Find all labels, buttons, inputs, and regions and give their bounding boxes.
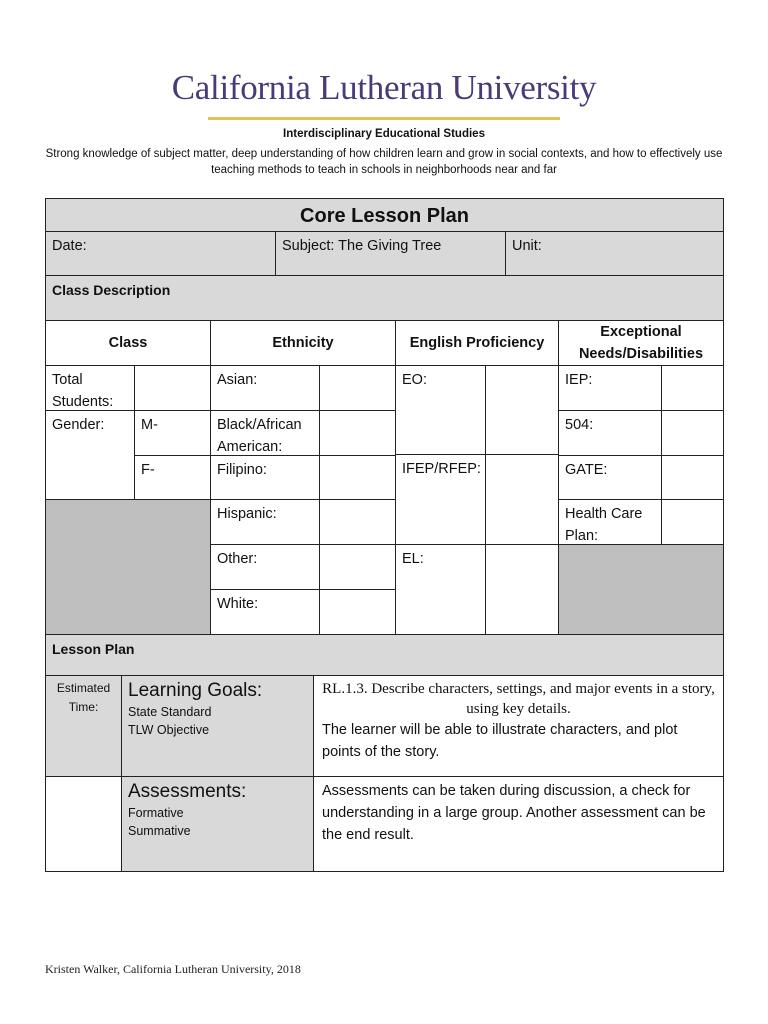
mission-statement: Strong knowledge of subject matter, deep understanding of how children learn and grow in social contexts, and how to effectively use teaching methods to teach in schools in neighborhoods near and far bbox=[45, 148, 723, 176]
plan-title: Core Lesson Plan bbox=[45, 198, 724, 232]
estimated-time-cell[interactable] bbox=[45, 675, 122, 777]
university-logo: California Lutheran University bbox=[171, 68, 597, 107]
gender-male-field[interactable]: M- bbox=[134, 410, 211, 456]
assessments-heading: Assessments: bbox=[128, 781, 247, 802]
black-african-american-value[interactable] bbox=[319, 410, 396, 456]
column-ethnicity: Ethnicity bbox=[210, 320, 396, 366]
504-value[interactable] bbox=[661, 410, 724, 456]
department-name: Interdisciplinary Educational Studies bbox=[283, 128, 485, 140]
asian-label: Asian: bbox=[210, 365, 320, 411]
hispanic-value[interactable] bbox=[319, 499, 396, 545]
assessments-content[interactable] bbox=[313, 776, 724, 872]
learning-goals-cell bbox=[121, 675, 314, 777]
column-english-proficiency: English Proficiency bbox=[395, 320, 559, 366]
lesson-plan-heading: Lesson Plan bbox=[45, 634, 724, 676]
other-value[interactable] bbox=[319, 544, 396, 590]
class-description-heading: Class Description bbox=[45, 275, 724, 321]
column-exceptional-needs: Exceptional Needs/Disabilities bbox=[558, 320, 724, 366]
column-class: Class bbox=[45, 320, 211, 366]
eo-value[interactable] bbox=[485, 365, 559, 455]
ifep-rfep-value[interactable] bbox=[485, 454, 559, 545]
eo-label: EO: bbox=[395, 365, 486, 455]
learning-goals-content[interactable] bbox=[313, 675, 724, 777]
total-students-value[interactable] bbox=[134, 365, 211, 411]
gender-female-field[interactable]: F- bbox=[134, 455, 211, 500]
tlw-objective-label: TLW Objective bbox=[128, 723, 210, 737]
formative-label: Formative bbox=[128, 806, 184, 820]
filipino-label: Filipino: bbox=[210, 455, 320, 500]
black-african-american-label: Black/African American: bbox=[210, 410, 320, 456]
assessment-time-cell[interactable] bbox=[45, 776, 122, 872]
summative-label: Summative bbox=[128, 824, 191, 838]
iep-label: IEP: bbox=[558, 365, 662, 411]
subject-field[interactable]: Subject: The Giving Tree bbox=[275, 231, 506, 276]
exceptional-shaded-block bbox=[558, 544, 724, 635]
health-care-plan-value[interactable] bbox=[661, 499, 724, 545]
filipino-value[interactable] bbox=[319, 455, 396, 500]
gate-label: GATE: bbox=[558, 455, 662, 500]
iep-value[interactable] bbox=[661, 365, 724, 411]
gate-value[interactable] bbox=[661, 455, 724, 500]
other-label: Other: bbox=[210, 544, 320, 590]
health-care-plan-label: Health Care Plan: bbox=[558, 499, 662, 545]
el-label: EL: bbox=[395, 544, 486, 635]
logo-underline bbox=[208, 117, 560, 120]
el-value[interactable] bbox=[485, 544, 559, 635]
total-students-label: Total Students: bbox=[45, 365, 135, 411]
learning-goals-heading: Learning Goals: bbox=[128, 680, 263, 701]
state-standard-text: RL.1.3. Describe characters, settings, and major events in a story, using key details. bbox=[322, 681, 715, 717]
state-standard-label: State Standard bbox=[128, 705, 212, 719]
gender-label: Gender: bbox=[45, 410, 135, 500]
504-label: 504: bbox=[558, 410, 662, 456]
objective-text: The learner will be able to illustrate characters, and plot points of the story. bbox=[322, 722, 678, 760]
asian-value[interactable] bbox=[319, 365, 396, 411]
white-label: White: bbox=[210, 589, 320, 635]
ifep-rfep-label: IFEP/RFEP: bbox=[395, 454, 486, 545]
assessments-text: Assessments can be taken during discussion, a check for understanding in a large group. Another assessment can be the end result. bbox=[322, 783, 706, 843]
white-value[interactable] bbox=[319, 589, 396, 635]
estimated-time-label: Estimated Time: bbox=[56, 681, 111, 714]
date-field[interactable]: Date: bbox=[45, 231, 276, 276]
class-shaded-block bbox=[45, 499, 211, 635]
unit-field[interactable]: Unit: bbox=[505, 231, 724, 276]
assessments-cell bbox=[121, 776, 314, 872]
hispanic-label: Hispanic: bbox=[210, 499, 320, 545]
footer-credit: Kristen Walker, California Lutheran University, 2018 bbox=[45, 962, 301, 976]
